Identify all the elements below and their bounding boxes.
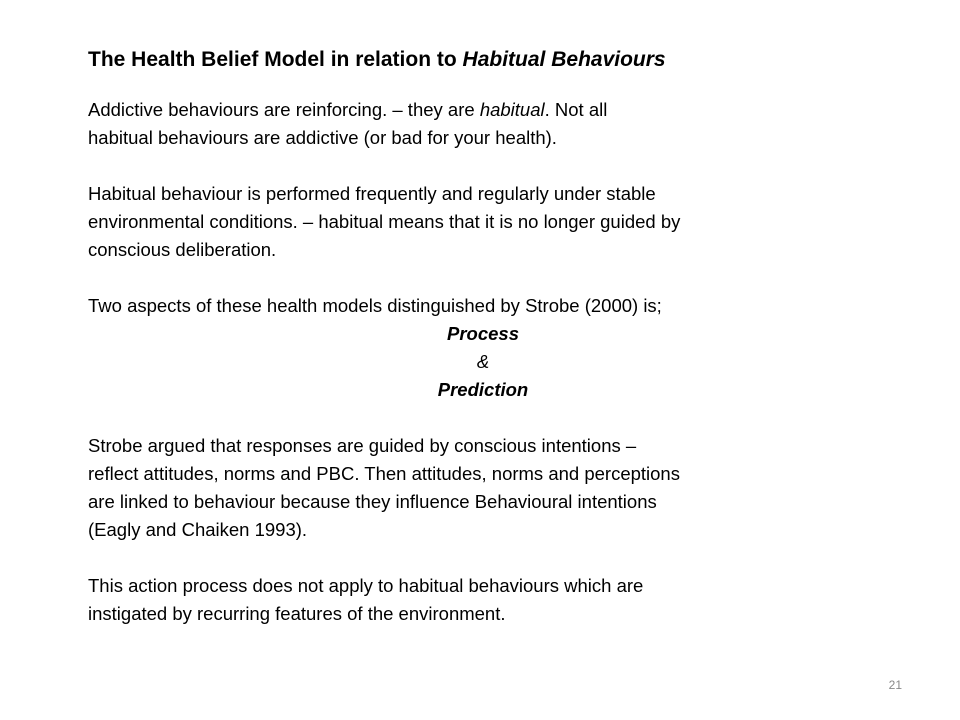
para3-text: Two aspects of these health models distinguished by Strobe (2000) is; [88, 295, 662, 316]
paragraph-habitual [88, 180, 878, 264]
para1-italic: habitual [479, 99, 545, 120]
aspect-process: Process [447, 323, 519, 344]
paragraph-action-process [88, 572, 878, 628]
para1-text-b: . Not all [544, 99, 608, 120]
para2-line3: conscious deliberation. [88, 239, 277, 260]
para4-line1: Strobe argued that responses are guided by conscious intentions – [88, 435, 637, 456]
spacer [88, 264, 878, 292]
para4-line4: (Eagly and Chaiken 1993). [88, 519, 308, 540]
para5-line1: This action process does not apply to habitual behaviours which are [88, 575, 644, 596]
aspect-prediction: Prediction [437, 379, 529, 400]
para1-text-a: Addictive behaviours are reinforcing. – they are [88, 99, 480, 120]
slide-title [88, 44, 878, 76]
page-number: 21 [888, 678, 902, 692]
spacer [88, 76, 878, 96]
spacer [88, 404, 878, 432]
para2-line1: Habitual behaviour is performed frequently and regularly under stable [88, 183, 656, 204]
para4-line3: are linked to behaviour because they influence Behavioural intentions [88, 491, 657, 512]
slide-content [88, 44, 878, 628]
para5-line2: instigated by recurring features of the environment. [88, 603, 506, 624]
paragraph-addictive [88, 96, 878, 152]
para2-line2: environmental conditions. – habitual means that it is no longer guided by [88, 211, 681, 232]
paragraph-strobe [88, 432, 878, 544]
title-italic-text: Habitual Behaviours [462, 48, 666, 71]
para4-line2: reflect attitudes, norms and PBC. Then attitudes, norms and perceptions [88, 463, 680, 484]
paragraph-two-aspects [88, 292, 878, 320]
para1-text-c: habitual behaviours are addictive (or bad for your health). [88, 127, 557, 148]
spacer [88, 544, 878, 572]
title-main-text: The Health Belief Model in relation to [88, 48, 463, 71]
aspect-ampersand: & [476, 351, 490, 372]
spacer [88, 152, 878, 180]
